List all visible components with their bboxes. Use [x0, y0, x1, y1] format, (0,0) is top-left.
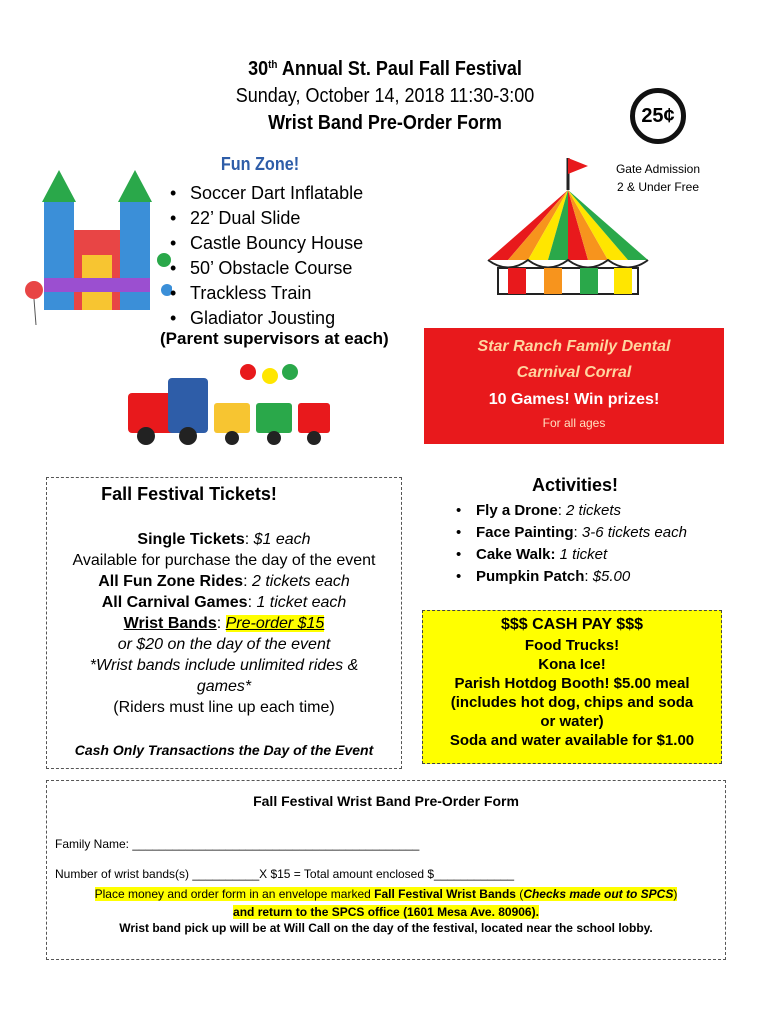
list-item: • 22’ Dual Slide: [190, 206, 400, 231]
fun-zone: [160, 154, 400, 331]
pickup-note: Wrist band pick up will be at Will Call on the day of the festival, located near the school lobby.: [119, 921, 653, 935]
wrist-bands-price: Wrist Bands: Pre-order $15: [123, 615, 325, 632]
family-name-field[interactable]: Family Name: ___________________________________________: [55, 837, 420, 851]
list-item: • Trackless Train: [190, 281, 400, 306]
train-icon: [118, 358, 338, 448]
games-price: All Carnival Games: 1 ticket each: [101, 594, 347, 611]
cash-only-note: Cash Only Transactions the Day of the Event: [74, 742, 374, 758]
cash-pay-line: Food Trucks!: [524, 637, 620, 654]
list-item: • Gladiator Jousting: [190, 306, 400, 331]
bouncy-castle-icon: [22, 160, 172, 330]
cash-pay-line: Parish Hotdog Booth! $5.00 meal: [454, 675, 690, 692]
cash-pay-title: $$$ CASH PAY $$$: [500, 616, 643, 633]
form-title: Wrist Band Pre-Order Form: [268, 112, 502, 134]
gate-admission: Gate Admission 2 & Under Free: [615, 162, 701, 194]
tickets-title: Fall Festival Tickets!: [101, 484, 277, 504]
list-item: • 50’ Obstacle Course: [190, 256, 400, 281]
list-item: • Pumpkin Patch: $5.00: [476, 566, 730, 588]
order-form: [46, 780, 726, 960]
list-item: • Face Painting: 3-6 tickets each: [476, 522, 730, 544]
available-note: Available for purchase the day of the event: [72, 552, 376, 569]
activities: [430, 475, 730, 588]
list-item: • Fly a Drone: 2 tickets: [476, 500, 730, 522]
carnival-name: Carnival Corral: [516, 364, 632, 381]
carnival-games: 10 Games! Win prizes!: [488, 391, 660, 408]
fun-zone-title: Fun Zone!: [220, 154, 300, 174]
fun-zone-list: [160, 181, 400, 331]
cash-pay-line: Kona Ice!: [538, 656, 606, 673]
wrist-band-count-field[interactable]: Number of wrist bands(s) __________X $15 = Total amount enclosed $____________: [55, 867, 515, 881]
wrist-bands-alt: or $20 on the day of the event: [117, 636, 331, 653]
envelope-instructions: Place money and order form in an envelope marked Fall Festival Wrist Bands (Checks made out to SPCS) and return to the SPCS office (1601 Mesa Ave. 80906).: [94, 887, 678, 919]
list-item: • Soccer Dart Inflatable: [190, 181, 400, 206]
festival-date: Sunday, October 14, 2018 11:30-3:00: [235, 85, 535, 107]
riders-note: (Riders must line up each time): [113, 699, 335, 716]
rides-price: All Fun Zone Rides: 2 tickets each: [98, 573, 350, 590]
wrist-bands-note: *Wrist bands include unlimited rides & games*: [89, 657, 359, 695]
list-item: • Cake Walk: 1 ticket: [476, 544, 730, 566]
carnival-ages: For all ages: [542, 416, 606, 430]
cash-pay-line: (includes hot dog, chips and soda: [450, 694, 694, 711]
parent-note: (Parent supervisors at each): [160, 329, 389, 348]
activities-title: Activities!: [531, 475, 619, 495]
cash-pay-box: [422, 610, 722, 764]
carnival-sponsor: Star Ranch Family Dental: [477, 338, 671, 355]
single-tickets: Single Tickets: $1 each: [137, 531, 311, 548]
list-item: • Castle Bouncy House: [190, 231, 400, 256]
festival-title: 30th Annual St. Paul Fall Festival: [248, 58, 522, 80]
circus-tent-icon: [478, 150, 658, 300]
tickets-box: [46, 477, 402, 769]
cash-pay-line: Soda and water available for $1.00: [449, 732, 695, 749]
cash-pay-line: or water): [540, 713, 604, 730]
order-form-title: Fall Festival Wrist Band Pre-Order Form: [253, 793, 519, 809]
quarter-coin-icon: 25¢: [630, 88, 686, 144]
carnival-corral-box: [424, 328, 724, 444]
